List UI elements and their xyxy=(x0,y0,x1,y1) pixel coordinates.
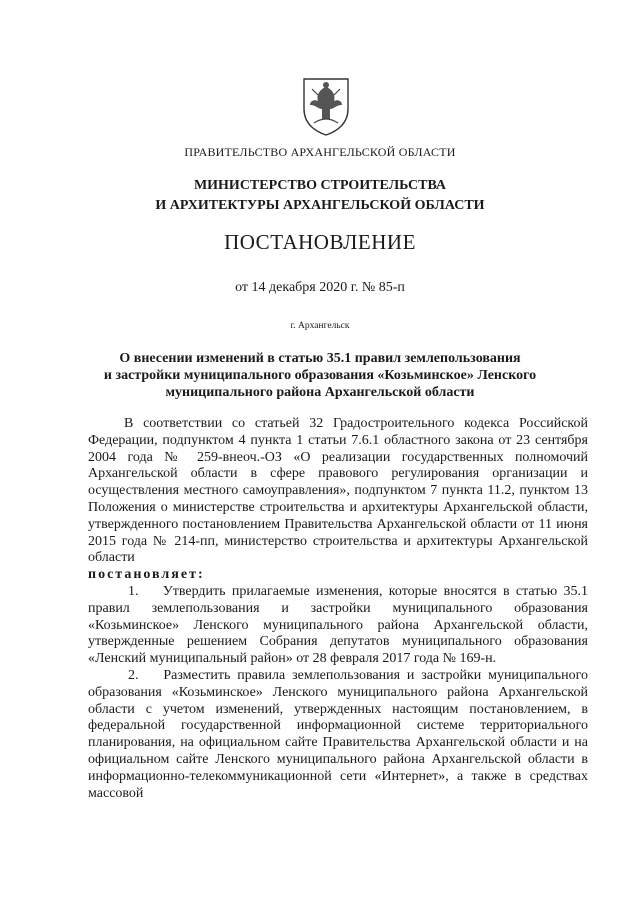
item-1-text: Утвердить прилагаемые изменения, которые вносятся в статью 35.1 правил землепользования и застройки муниципального образования «Козьминское» Ленского муниципального района Архангельской области, утвержденные решением Собрания депутатов муниципального образования «Ленский муниципальный район» от 28 февраля 2017 года № 169-н. xyxy=(88,583,588,667)
title-line-3: муниципального района Архангельской области xyxy=(165,385,475,400)
ministry-line-2: И АРХИТЕКТУРЫ АРХАНГЕЛЬСКОЙ ОБЛАСТИ xyxy=(155,198,485,213)
government-name: ПРАВИТЕЛЬСТВО АРХАНГЕЛЬСКОЙ ОБЛАСТИ xyxy=(184,145,456,159)
ministry-line-1: МИНИСТЕРСТВО СТРОИТЕЛЬСТВА xyxy=(193,178,447,193)
decides-word: постановляет: xyxy=(88,567,205,583)
item-1-number: 1. xyxy=(128,583,139,599)
document-place: г. Архангельск xyxy=(290,321,350,331)
title-line-2: и застройки муниципального образования «Козьминское» Ленского xyxy=(103,368,537,383)
item-2-text: Разместить правила землепользования и застройки муниципального образования «Козьминское» Ленского муниципального района Архангельской области с учетом изменений, утвержденных настоящим постановлением, в федеральной государственной информационной системе территориального планирования, на официальном сайте Правительства Архангельской области и на официальном сайте Ленского муниципального района Архангельской области в информационно-телекоммуникационной сети «Интернет», а также в средствах массовой xyxy=(88,667,588,801)
document-type: ПОСТАНОВЛЕНИЕ xyxy=(224,230,416,254)
preamble-text: В соответствии со статьей 32 Градостроительного кодекса Российской Федерации, подпунктом 4 пункта 1 статьи 7.6.1 областного закона от 23 сентября 2004 года № 259-внеоч.-ОЗ «О реализации государственных полномочий Архангельской области в сфере правового регулирования организации и осуществления местного самоуправления», подпунктом 7 пункта 11.2, пунктом 13 Положения о министерстве строительства и архитектуры Архангельской области, утвержденного постановлением Правительства Архангельской области от 11 июня 2015 года № 214-пп, министерство строительства и архитектуры Архангельской области xyxy=(88,416,588,566)
document-title xyxy=(0,350,640,401)
ministry-name xyxy=(0,176,640,216)
coat-of-arms-icon xyxy=(300,75,352,137)
preamble-paragraph xyxy=(88,416,588,567)
item-2-paragraph xyxy=(88,668,588,802)
document-date-number: от 14 декабря 2020 г. № 85-п xyxy=(235,280,405,295)
item-1-paragraph xyxy=(88,584,588,668)
decides-line xyxy=(88,567,588,584)
title-line-1: О внесении изменений в статью 35.1 правил землепользования xyxy=(119,351,521,366)
item-2-number: 2. xyxy=(128,667,139,683)
document-body xyxy=(88,416,588,802)
